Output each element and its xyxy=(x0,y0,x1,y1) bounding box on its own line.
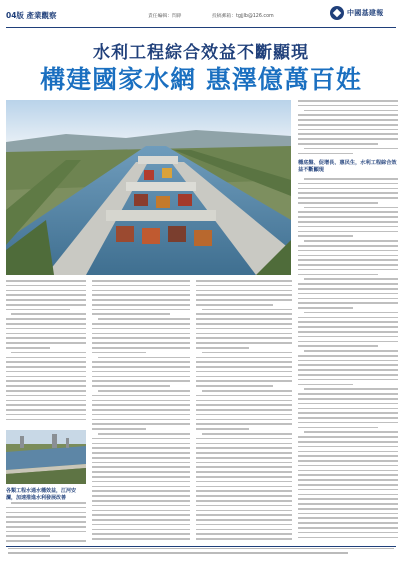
logo-emblem-icon xyxy=(330,6,344,20)
subhead-right: 穩底盤、促增長、惠民生，水利工程綜合效益不斷顯現 xyxy=(298,160,397,173)
text-column-left xyxy=(6,280,86,426)
page-footer xyxy=(8,548,394,554)
text-column-right xyxy=(298,178,398,540)
text-column-middle-right xyxy=(196,280,292,542)
secondary-photo xyxy=(6,430,86,484)
text-column-right-top xyxy=(298,100,398,156)
footer-divider xyxy=(6,546,396,547)
river-embankment-illustration xyxy=(6,430,86,484)
page-header xyxy=(0,0,402,28)
text-column-left-bottom xyxy=(6,502,86,542)
main-photo xyxy=(6,100,291,275)
editor-credit: 責任編輯：閆錚 xyxy=(148,14,182,19)
page-number: 04版 產業觀察 xyxy=(6,11,57,20)
article-kicker: 水利工程綜合效益不斷顯現 xyxy=(93,43,309,63)
submission-email: 投稿郵箱：tgjjlb@126.com xyxy=(212,14,274,19)
subhead-left: 各類工程水通水穩效益，江河安瀾，加速推進水利發展改善 xyxy=(6,488,77,501)
header-divider xyxy=(6,27,396,28)
article-headline: 構建國家水網 惠澤億萬百姓 xyxy=(40,65,362,94)
newspaper-name: 中國基建報 xyxy=(347,9,384,17)
ship-lock-illustration xyxy=(6,100,291,275)
newspaper-logo xyxy=(330,6,394,20)
text-column-middle-left xyxy=(92,280,190,542)
